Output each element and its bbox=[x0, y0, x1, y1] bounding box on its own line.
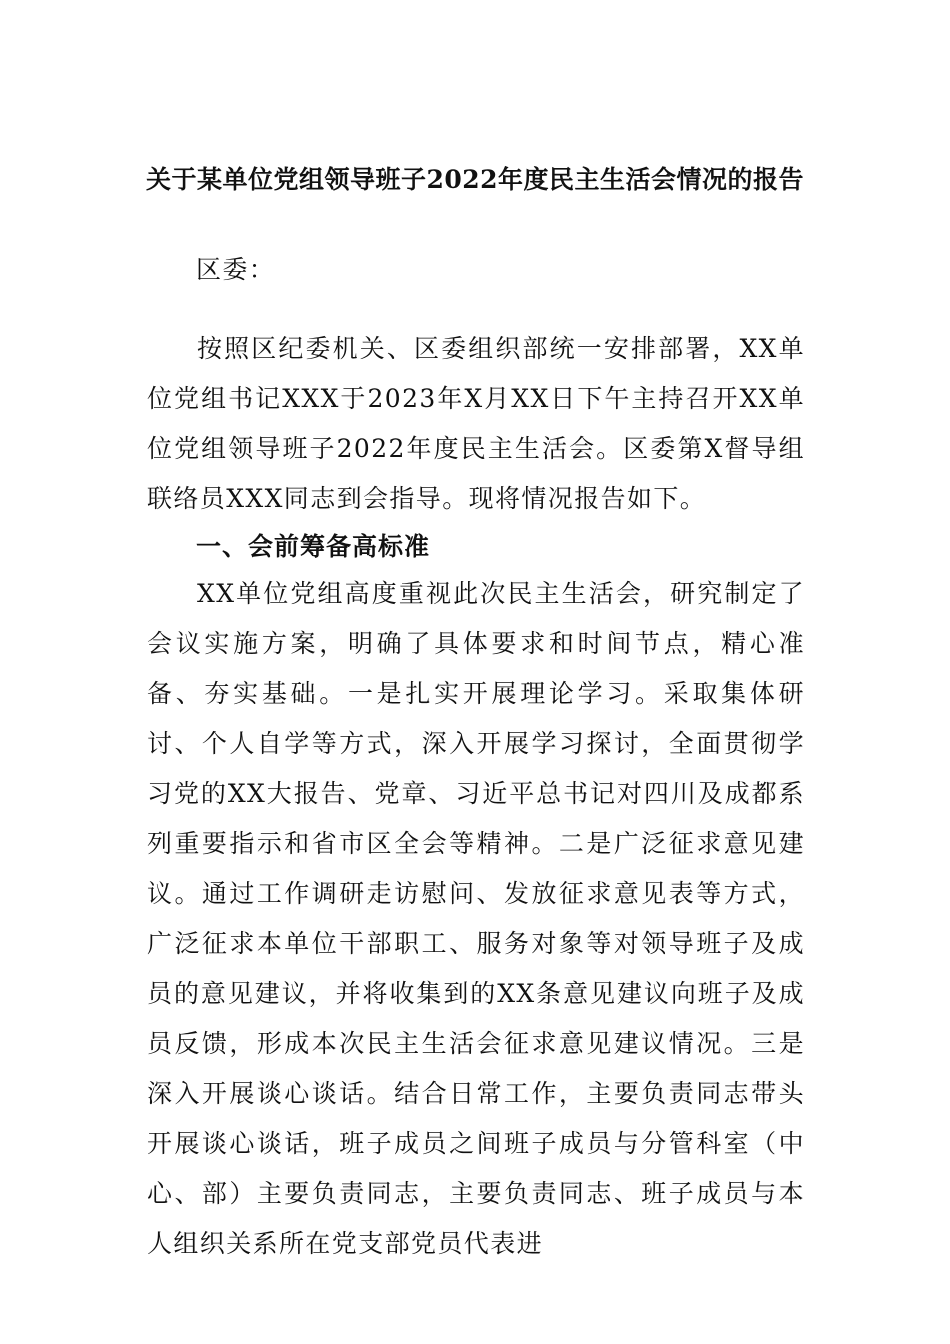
document-title: 关于某单位党组领导班子2022年度民主生活会情况的报告 bbox=[145, 165, 805, 194]
paragraph-intro: 按照区纪委机关、区委组织部统一安排部署，XX单位党组书记XXX于2023年X月XX日下午主持召开XX单位党组领导班子2022年度民主生活会。区委第X督导组联络员XXX同志到会指导。现将情况报告如下。 bbox=[147, 334, 805, 513]
section-heading: 一、会前筹备高标准 bbox=[196, 532, 431, 561]
paragraph-section-1: XX单位党组高度重视此次民主生活会，研究制定了会议实施方案，明确了具体要求和时间节点，精心准备、夯实基础。一是扎实开展理论学习。采取集体研讨、个人自学等方式，深入开展学习探讨，全面贯彻学习党的XX大报告、党章、习近平总书记对四川及成都系列重要指示和省市区全会等精神。二是广泛征求意见建议。通过工作调研走访慰问、发放征求意见表等方式，广泛征求本单位干部职工、服务对象等对领导班子及成员的意见建议，并将收集到的XX条意见建议向班子及成员反馈，形成本次民主生活会征求意见建议情况。三是深入开展谈心谈话。结合日常工作，主要负责同志带头开展谈心谈话，班子成员之间班子成员与分管科室（中心、部）主要负责同志，主要负责同志、班子成员与本人组织关系所在党支部党员代表进 bbox=[147, 579, 805, 1258]
salutation: 区委： bbox=[196, 255, 276, 284]
